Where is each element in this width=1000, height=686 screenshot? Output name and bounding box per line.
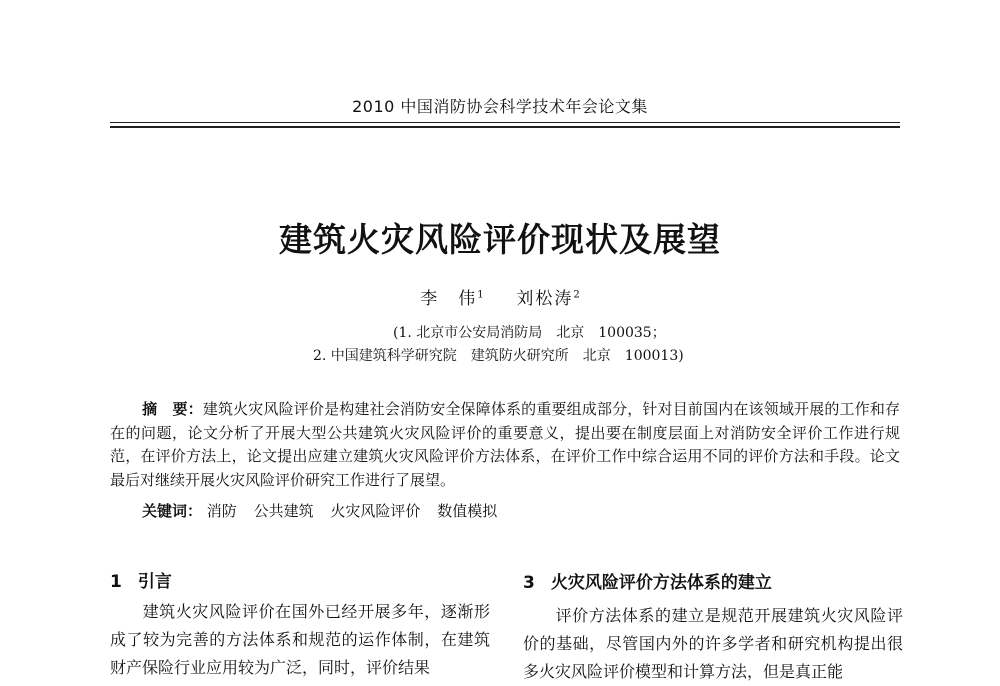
paper-title: 建筑火灾风险评价现状及展望 [279,220,721,259]
abstract-label: 摘 要： [142,400,203,418]
author-line [0,284,1000,309]
keyword: 公共建筑 [253,502,314,520]
abstract [110,398,900,492]
author-name: 李 伟 [420,289,478,309]
section-title: 引言 [137,572,172,592]
section-text: 建筑火灾风险评价在国外已经开展多年，逐渐形成了较为完善的方法体系和规范的运作体制，在建筑财产保险行业应用较为广泛，同时，评价结果 [110,602,490,677]
keyword: 数值模拟 [437,502,498,520]
header-rule-thin [110,122,900,123]
abstract-text: 建筑火灾风险评价是构建社会消防安全保障体系的重要组成部分，针对目前国内在该领域开展的工作和存在的问题，论文分析了开展大型公共建筑火灾风险评价的重要意义，提出要在制度层面上对消防安全评价工作进行规范，在评价方法上，论文提出应建立建筑火灾风险评价方法体系，在评价工作中综合运用不同的评价方法和手段。论文最后对继续开展火灾风险评价研究工作进行了展望。 [110,400,900,489]
section-text: 评价方法体系的建立是规范开展建筑火灾风险评价的基础，尽管国内外的许多学者和研究机构提出很多火灾风险评价模型和计算方法，但是真正能 [523,606,903,681]
section-heading [523,568,772,593]
section-number: 1 [110,572,122,592]
author-name: 刘松涛 [516,289,574,309]
running-head: 2010 中国消防协会科学技术年会论文集 [352,97,648,116]
header-rule-thick [110,126,900,128]
keyword: 火灾风险评价 [330,502,421,520]
section-heading [110,567,172,592]
affiliation-line: (1. 北京市公安局消防局 北京 100035； [393,325,666,341]
section-body [523,602,903,686]
section-body [110,598,490,682]
section-title: 火灾风险评价方法体系的建立 [550,573,772,593]
section-number: 3 [523,573,535,593]
keywords-label: 关键词： [142,502,203,520]
keyword: 消防 [206,502,237,520]
keywords [142,500,509,521]
affiliation-line: 2. 中国建筑科学研究院 建筑防火研究所 北京 100013) [313,348,684,364]
author-affiliation-mark: 2 [573,289,580,301]
author-affiliation-mark: 1 [477,289,484,301]
